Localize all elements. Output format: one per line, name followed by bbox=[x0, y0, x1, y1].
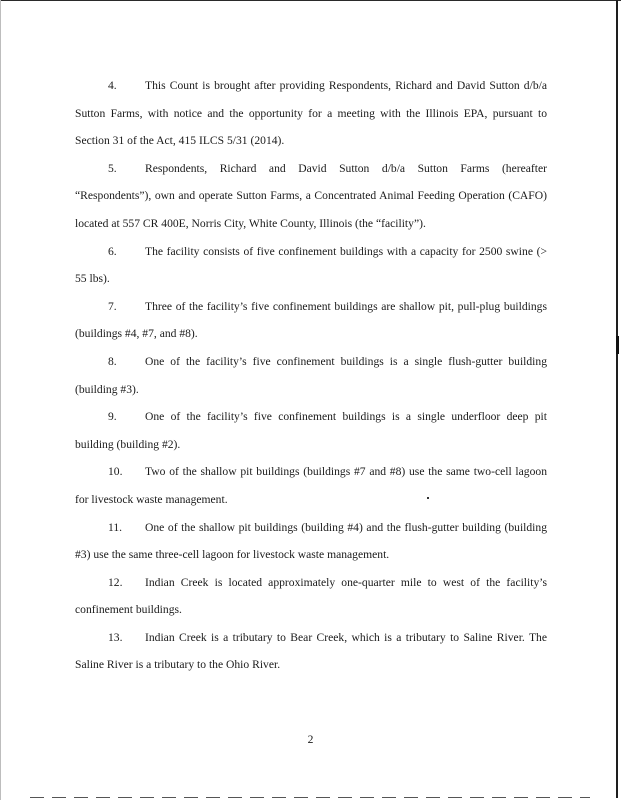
paragraph-5 bbox=[75, 155, 547, 238]
paragraph-6 bbox=[75, 238, 547, 293]
paragraph-number: 8. bbox=[108, 354, 117, 368]
paragraph-text: The facility consists of five confinement buildings with a capacity for 2500 swine (> 55 lbs). bbox=[75, 244, 547, 286]
document-body bbox=[75, 72, 547, 679]
paragraph-text: Three of the facility’s five confinement buildings are shallow pit, pull-plug buildings (buildings #4, #7, and #8). bbox=[75, 299, 547, 341]
paragraph-10 bbox=[75, 458, 547, 513]
paragraph-number: 13. bbox=[108, 630, 123, 644]
paragraph-number: 6. bbox=[108, 244, 117, 258]
paragraph-text: One of the facility’s five confinement buildings is a single underfloor deep pit building (building #2). bbox=[75, 410, 547, 451]
page-number: 2 bbox=[307, 733, 314, 746]
scan-margin-mark bbox=[616, 336, 619, 354]
paragraph-number: 4. bbox=[108, 79, 117, 92]
paragraph-number: 5. bbox=[108, 161, 117, 175]
paragraph-text: Indian Creek is a tributary to Bear Creek, which is a tributary to Saline River. The Saline River is a tributary to the Ohio River. bbox=[75, 630, 547, 672]
paragraph-4 bbox=[75, 72, 547, 155]
paragraph-7 bbox=[75, 293, 547, 348]
scan-edge-right bbox=[616, 0, 618, 798]
paragraph-text: Two of the shallow pit buildings (buildings #7 and #8) use the same two-cell lagoon for livestock waste management. bbox=[75, 465, 547, 506]
paragraph-8 bbox=[75, 348, 547, 403]
paragraph-13 bbox=[75, 624, 547, 679]
paragraph-number: 10. bbox=[108, 465, 123, 479]
paragraph-number: 9. bbox=[108, 410, 117, 424]
scan-edge-left bbox=[0, 0, 1, 800]
scan-edge-bottom bbox=[30, 797, 590, 798]
paragraph-text: Indian Creek is located approximately one-quarter mile to west of the facility’s confinement buildings. bbox=[75, 575, 547, 617]
paragraph-text: One of the shallow pit buildings (building #4) and the flush-gutter building (building #3) use the same three-cell lagoon for livestock waste management. bbox=[75, 520, 547, 562]
paragraph-text: Respondents, Richard and David Sutton d/b/a Sutton Farms (hereafter “Respondents”), own and operate Sutton Farms, a Concentrated Animal Feeding Operation (CAFO) located at 557 CR 400E, Norris City, White County, Illinois (the “facility”). bbox=[75, 161, 547, 230]
scan-edge-top bbox=[0, 0, 621, 1]
paragraph-12 bbox=[75, 569, 547, 624]
paragraph-text: This Count is brought after providing Respondents, Richard and David Sutton d/b/a Sutton Farms, with notice and the opportunity for a meeting with the Illinois EPA, pursuant to Section 31 of the Act, 415 ILCS 5/31 (2014). bbox=[75, 79, 547, 148]
paragraph-9 bbox=[75, 403, 547, 458]
paragraph-number: 12. bbox=[108, 575, 123, 589]
paragraph-text: One of the facility’s five confinement buildings is a single flush-gutter building (building #3). bbox=[75, 354, 547, 396]
paragraph-number: 7. bbox=[108, 299, 117, 313]
paragraph-number: 11. bbox=[108, 520, 123, 534]
paragraph-11 bbox=[75, 514, 547, 569]
